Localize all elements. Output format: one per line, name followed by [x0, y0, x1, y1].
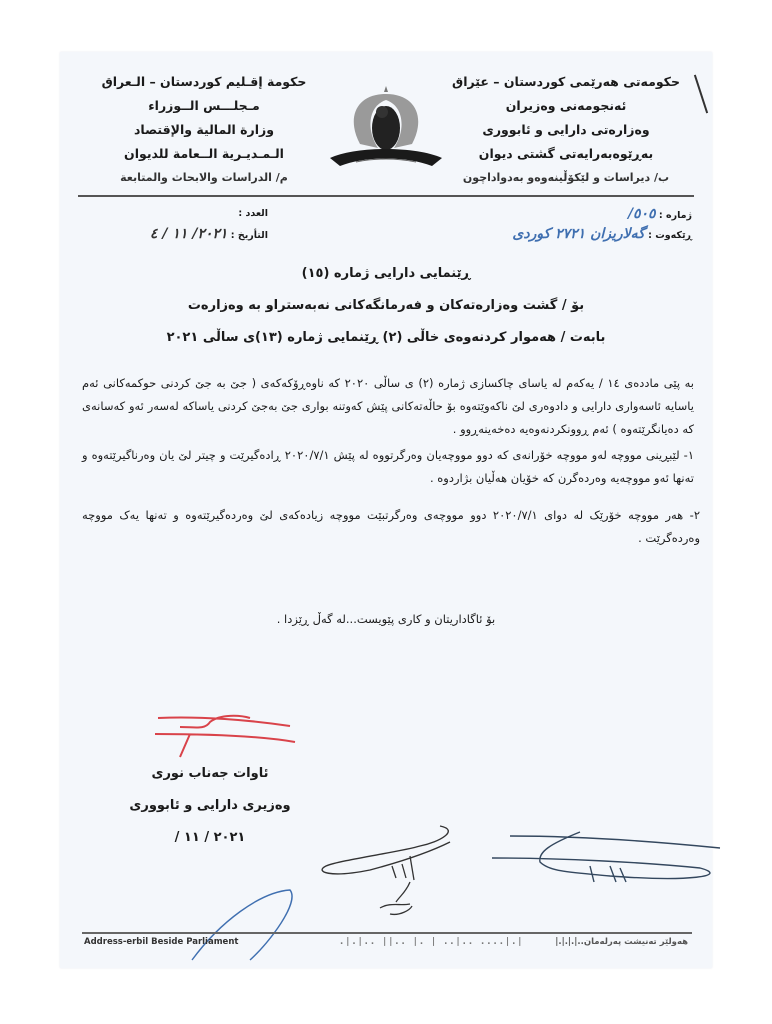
footer-address: Address-erbil Beside Parliament	[84, 937, 239, 947]
document-title: ڕێنمایی دارایی ژمارە (١٥)	[301, 266, 471, 281]
pen-mark	[694, 75, 708, 114]
footer-contact-scribble: .|.|.. ||.. |. | ..|.. ....|.|	[340, 937, 525, 947]
letterhead-ar-line: مـجلـــس الــوزراء	[148, 98, 260, 113]
reference-number: ژمارە : ٥٠٥/	[627, 206, 692, 222]
reference-date-kurdish: ڕێکەوت : گەلاریزان ٢٧٢١ کوردی	[512, 226, 692, 242]
blue-ink-stroke	[190, 882, 300, 962]
letterhead-ku-line: بەڕێوەبەرایەتی گشتی دیوان	[478, 146, 654, 161]
kurdistan-emblem-icon	[326, 78, 446, 174]
subject-line: بابەت / هەموار کردنەوەی خاڵی (٢) ڕێنمایی ژمارە (١٣)ی ساڵی ٢٠٢١	[166, 330, 606, 345]
letterhead-ku-line: ب/ دیراسات و لێکۆڵینەوەو بەدواداچون	[462, 171, 670, 184]
letterhead-ku-line: ئەنجومەنی وەزیران	[505, 98, 627, 113]
body-item-1: ١- لێبڕینی مووچە لەو مووچە خۆرانەی کە دوو مووچەیان وەرگرتووە لە پێش ٢٠٢٠/٧/١ ڕادەگیرێت و چیتر لێ یان وەرناگیرێتەوە و تەنها ئەو مووچەیە وەردەگرن کە خۆیان هەڵیان بژاردوە .	[82, 448, 694, 485]
letterhead-ar-line: الـمـديـرية الــعامة للديوان	[124, 146, 284, 161]
letterhead-ar-line: حكومة إقـليم كوردستان – الـعراق	[101, 74, 307, 89]
header-divider	[78, 195, 694, 197]
minister-signature	[150, 712, 300, 762]
letterhead-ku-line: حکومەتی هەرێمی کوردستان – عێراق	[452, 74, 680, 89]
letterhead-ar-line: م/ الدراسات والابحاث والمتابعة	[120, 171, 288, 184]
footer-address-kurdish-scribble: |.|.|.|..هەولێر تەنیشت پەرلەمان	[555, 937, 688, 947]
signatory-block	[120, 758, 300, 854]
body-intro: بە پێی ماددەی ١٤ / یەکەم لە یاسای چاکسازی ژمارە (٢) ی ساڵی ٢٠٢٠ کە ناوەڕۆکەکەی ( جێ بە جێ کردنی حوکمەکانی ئەم یاسایە ئاسەواری دارایی و دادوەری لێ ناکەوێتەوە بۆ حاڵەتەکانی پێش کەوتنە بواری جێ بەجێ کردنی یاساکە لەسەر ئەو کەسانەی کە دەیانگرێتەوە ) ئەم ڕوونکردنەوەیە دەخەینەڕوو .	[82, 376, 694, 436]
signatory-position: وەزیری دارایی و ئابووری	[129, 798, 291, 813]
signatory-name: ئاوات جەناب نوری	[151, 766, 269, 781]
handwritten-annotations	[310, 822, 730, 932]
footer-divider	[82, 932, 692, 934]
number-label-arabic: العدد :	[238, 208, 268, 219]
letterhead-arabic	[84, 70, 324, 190]
closing-line: بۆ ئاگاداریتان و کاری پێویست...لە گەڵ ڕێزدا .	[276, 612, 496, 626]
body-item-2: ٢- هەر مووچە خۆرێک لە دوای ٢٠٢٠/٧/١ دوو مووچەی وەرگرتبێت مووچە زیادەکەی لێ وەردەگیرێتەوە و تەنها یەک مووچە وەردەگرێت .	[82, 508, 700, 545]
document-page	[60, 52, 712, 968]
letterhead-ar-line: وزارة المالية والإقتصاد	[133, 122, 275, 137]
recipients-line: بۆ / گشت وەزارەتەکان و فەرمانگەکانی نەبەستراو بە وەزارەت	[187, 298, 585, 313]
signature-date: ٢٠٢١ / ١١ /	[174, 830, 246, 845]
letterhead-kurdish	[446, 70, 686, 190]
letterhead-ku-line: وەزارەتی دارایی و ئابووری	[482, 122, 650, 137]
date-arabic: التأريخ : ٢٠٢١/ ١١ / ٤	[149, 226, 268, 242]
